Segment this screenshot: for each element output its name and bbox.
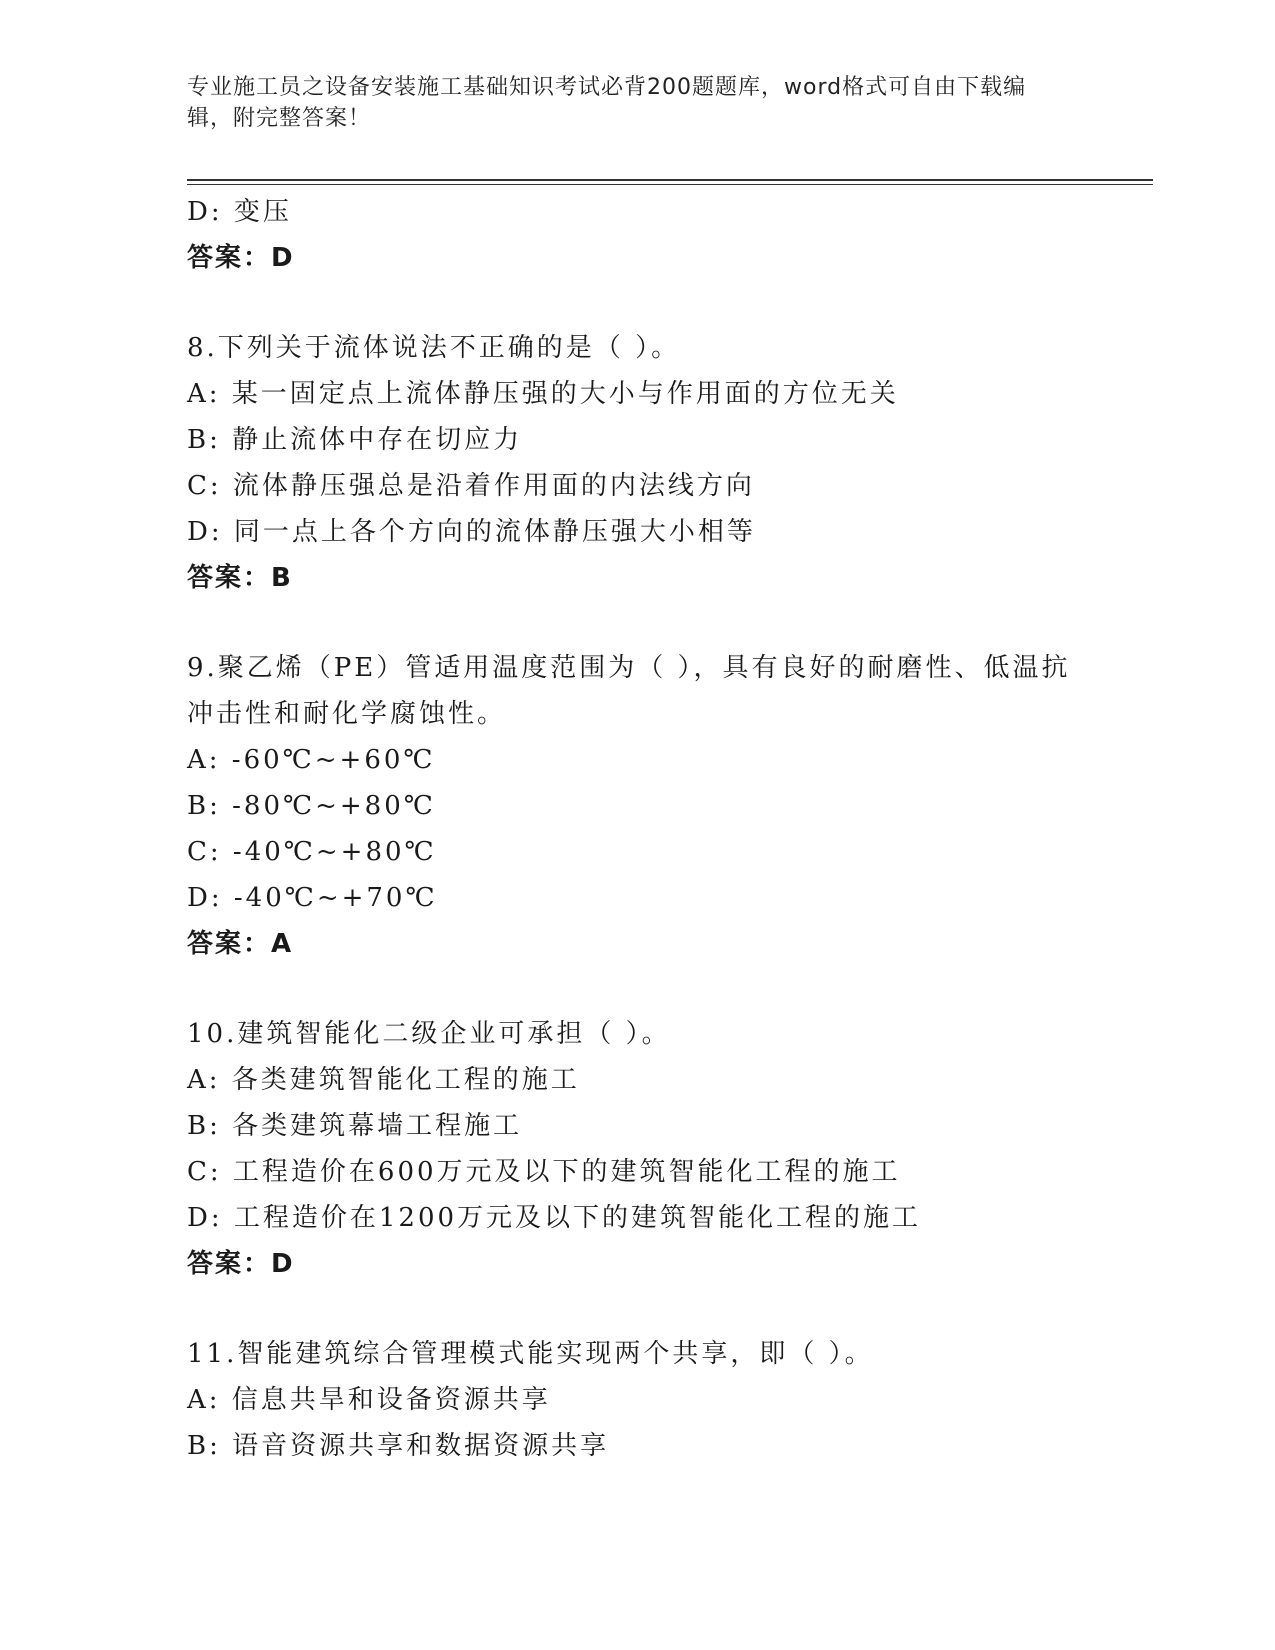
document-header: 专业施工员之设备安装施工基础知识考试必背200题题库，word格式可自由下载编辑，附完整答案！ xyxy=(187,75,1027,131)
option-b: B: 各类建筑幕墙工程施工 xyxy=(187,1111,523,1141)
answer: 答案：A xyxy=(187,929,294,959)
option-d: D: 变压 xyxy=(187,197,292,227)
option-d: D: -40℃~+70℃ xyxy=(187,883,438,913)
option-a: A: 某一固定点上流体静压强的大小与作用面的方位无关 xyxy=(187,379,899,409)
option-b: B: 静止流体中存在切应力 xyxy=(187,425,523,455)
header-divider xyxy=(187,179,1153,181)
option-a: A: -60℃~+60℃ xyxy=(187,745,436,775)
option-c: C: 流体静压强总是沿着作用面的内法线方向 xyxy=(187,471,755,501)
option-b: B: 语音资源共享和数据资源共享 xyxy=(187,1431,610,1461)
question-9-line-2: 冲击性和耐化学腐蚀性。 xyxy=(187,699,507,729)
question-9-line-1: 9.聚乙烯（PE）管适用温度范围为（ ），具有良好的耐磨性、低温抗 xyxy=(187,653,1071,683)
option-d: D: 工程造价在1200万元及以下的建筑智能化工程的施工 xyxy=(187,1203,922,1233)
option-c: C: -40℃~+80℃ xyxy=(187,837,437,867)
option-d: D: 同一点上各个方向的流体静压强大小相等 xyxy=(187,517,756,547)
answer: 答案：B xyxy=(187,563,293,593)
question-8: 8.下列关于流体说法不正确的是（ ）。 xyxy=(187,333,681,363)
option-a: A: 各类建筑智能化工程的施工 xyxy=(187,1065,580,1095)
header-divider-thin xyxy=(187,184,1153,185)
question-10: 10.建筑智能化二级企业可承担（ ）。 xyxy=(187,1019,671,1049)
option-a: A: 信息共旱和设备资源共享 xyxy=(187,1385,551,1415)
option-b: B: -80℃~+80℃ xyxy=(187,791,436,821)
question-11: 11.智能建筑综合管理模式能实现两个共享，即（ ）。 xyxy=(187,1339,874,1369)
answer: 答案：D xyxy=(187,1249,295,1279)
answer: 答案：D xyxy=(187,243,295,273)
option-c: C: 工程造价在600万元及以下的建筑智能化工程的施工 xyxy=(187,1157,901,1187)
question-list xyxy=(187,189,1087,1469)
